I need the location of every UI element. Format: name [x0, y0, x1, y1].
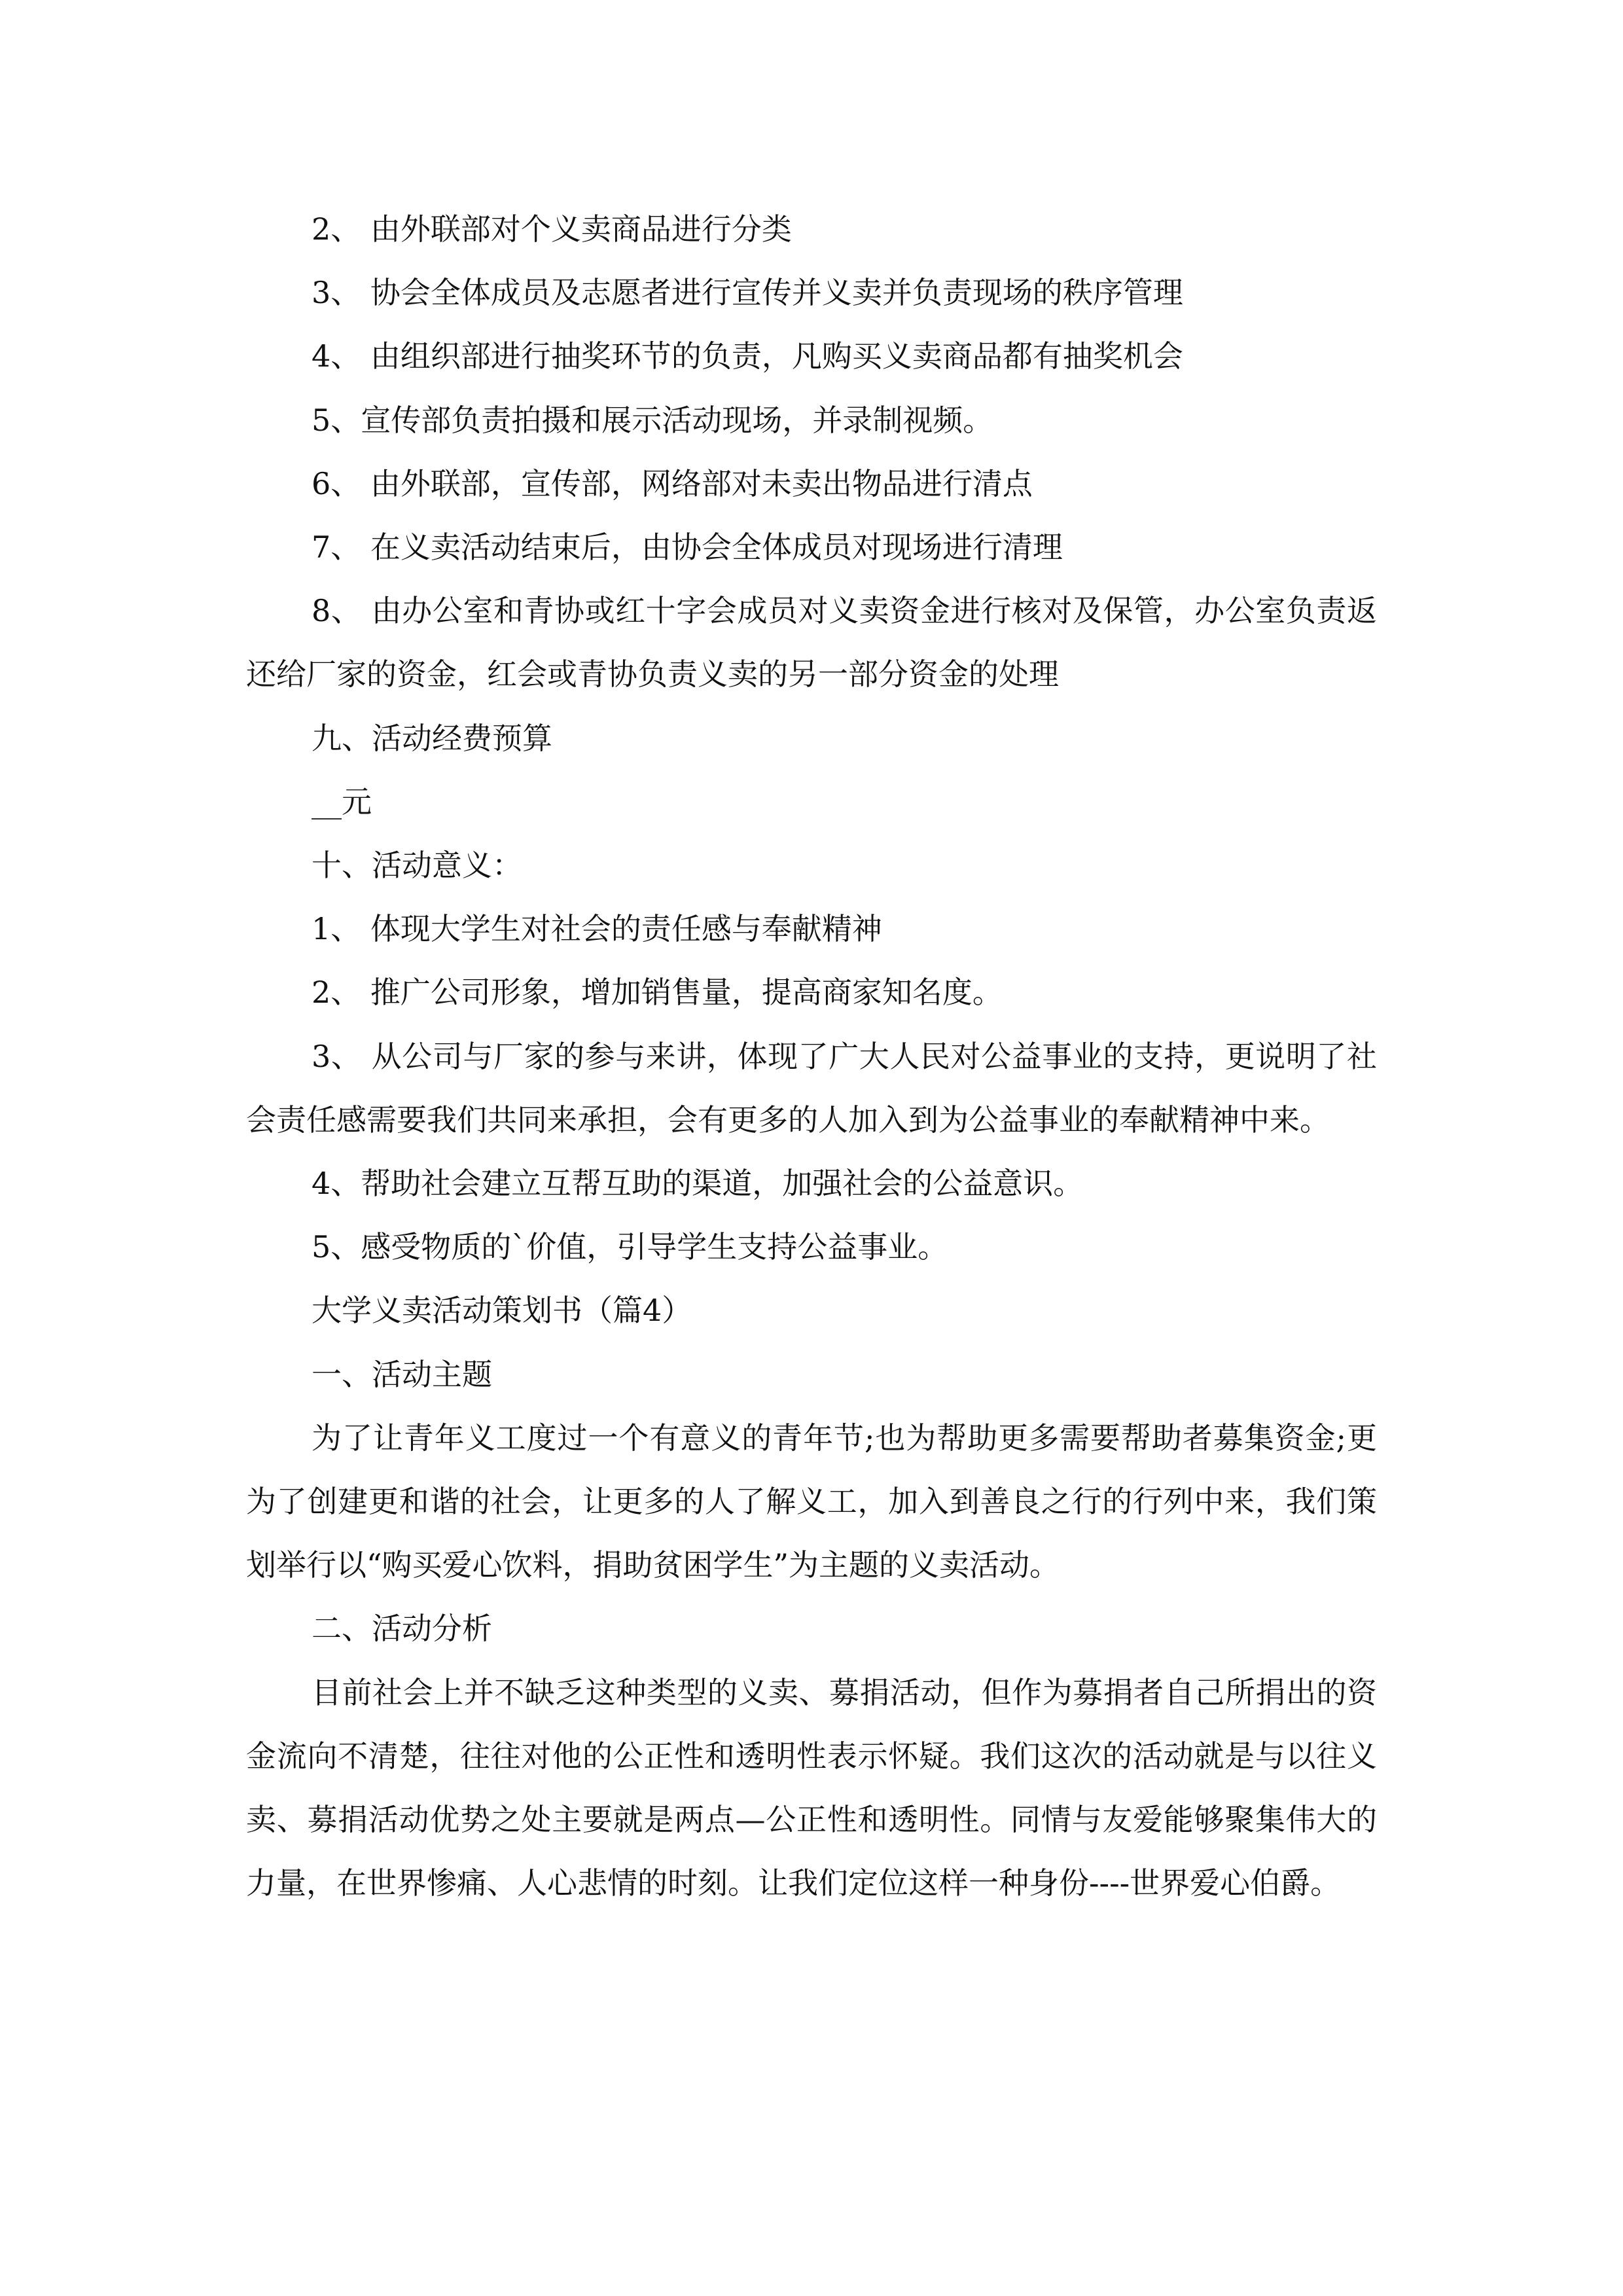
paragraph: 3、 协会全体成员及志愿者进行宣传并义卖并负责现场的秩序管理	[312, 275, 1183, 311]
paragraph: 4、帮助社会建立互帮互助的渠道，加强社会的公益意识。	[312, 1166, 1084, 1202]
paragraph: 8、 由办公室和青协或红十字会成员对义卖资金进行核对及保管，办公室负责返还给厂家的资金，红会或青协负责义卖的另一部分资金的处理	[246, 593, 1377, 692]
paragraph: 2、 推广公司形象，增加销售量，提高商家知名度。	[312, 975, 1003, 1011]
paragraph: 7、 在义卖活动结束后，由协会全体成员对现场进行清理	[312, 529, 1063, 565]
paragraph: 2、 由外联部对个义卖商品进行分类	[312, 211, 792, 247]
document-title: 大学义卖活动策划书（篇4）	[312, 1293, 692, 1329]
paragraph: 1、 体现大学生对社会的责任感与奉献精神	[312, 911, 882, 947]
paragraph: 6、 由外联部，宣传部，网络部对未卖出物品进行清点	[312, 465, 1033, 501]
paragraph: 4、 由组织部进行抽奖环节的负责，凡购买义卖商品都有抽奖机会	[312, 338, 1183, 374]
section-heading: 九、活动经费预算	[312, 720, 552, 756]
paragraph: 为了让青年义工度过一个有意义的青年节;也为帮助更多需要帮助者募集资金;更为了创建更和谐的社会，让更多的人了解义工，加入到善良之行的行列中来，我们策划举行以“购买爱心饮料，捐助贫困学生”为主题的义卖活动。	[246, 1420, 1377, 1583]
document-body	[246, 198, 1377, 1915]
section-heading: 十、活动意义：	[312, 848, 522, 884]
paragraph: 3、 从公司与厂家的参与来讲，体现了广大人民对公益事业的支持，更说明了社会责任感需要我们共同来承担，会有更多的人加入到为公益事业的奉献精神中来。	[246, 1038, 1377, 1138]
paragraph: 5、宣传部负责拍摄和展示活动现场，并录制视频。	[312, 402, 993, 438]
section-heading: 二、活动分析	[312, 1611, 492, 1647]
section-heading: 一、活动主题	[312, 1356, 492, 1392]
paragraph: 目前社会上并不缺乏这种类型的义卖、募捐活动，但作为募捐者自己所捐出的资金流向不清楚，往往对他的公正性和透明性表示怀疑。我们这次的活动就是与以往义卖、募捐活动优势之处主要就是两点—公正性和透明性。同情与友爱能够聚集伟大的力量，在世界惨痛、人心悲情的时刻。让我们定位这样一种身份----世界爱心伯爵。	[246, 1674, 1377, 1901]
paragraph: 5、感受物质的`价值，引导学生支持公益事业。	[312, 1229, 948, 1265]
paragraph: __元	[312, 783, 372, 819]
